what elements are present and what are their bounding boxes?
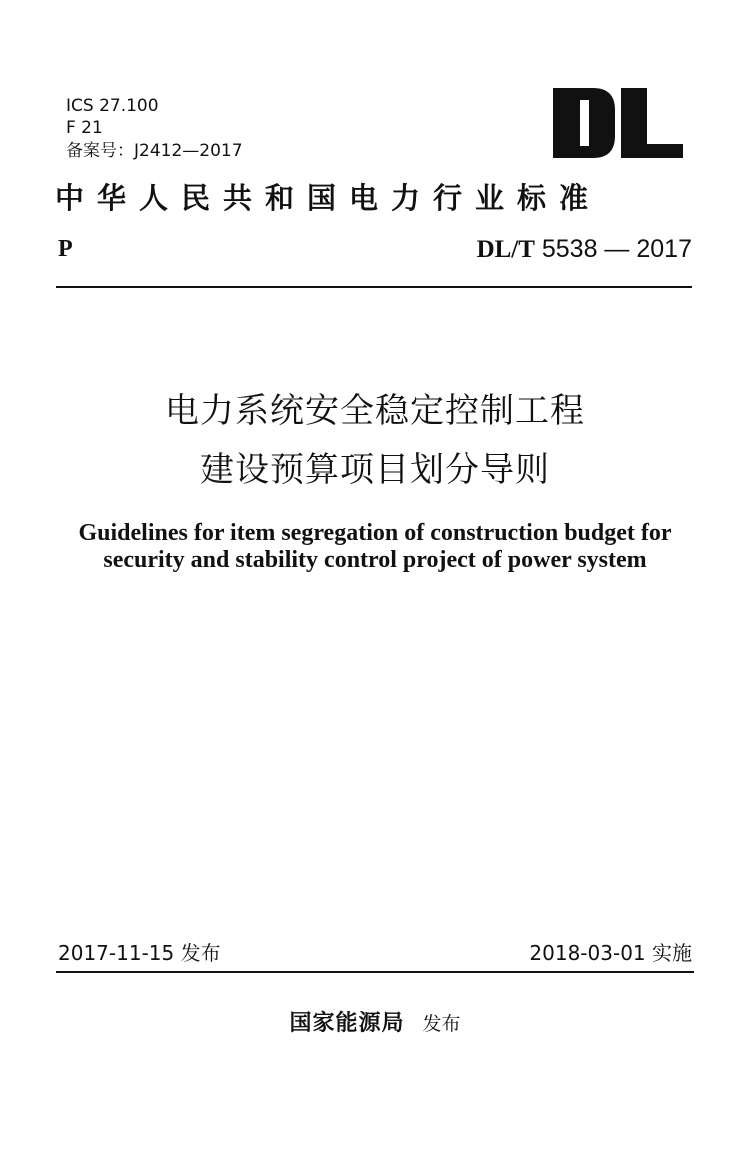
title-en-line-2: security and stability control project of power system [103, 547, 647, 573]
implementation-date: 2018-03-01 实施 [529, 941, 692, 965]
standard-number-prefix: DL/T [476, 236, 535, 263]
title-cn-line-2: 建设预算项目划分导则 [200, 450, 550, 490]
record-number: 备案号：J2412—2017 [66, 141, 243, 161]
header-divider [56, 286, 692, 288]
standard-number [477, 234, 692, 265]
footer-divider [56, 971, 694, 973]
publisher-name: 国家能源局 [289, 1010, 405, 1036]
ics-code: ICS 27.100 [66, 96, 159, 116]
dl-logo [553, 88, 683, 158]
publisher-action: 发布 [422, 1013, 461, 1035]
publisher [0, 1006, 750, 1042]
category-letter: P [58, 236, 73, 262]
standard-number-value: 5538 — 2017 [534, 235, 692, 263]
category-code: F 21 [66, 118, 103, 138]
industry-standard-heading: 中华人民共和国电力行业标准 [55, 181, 602, 215]
issue-date: 2017-11-15 发布 [58, 941, 221, 965]
title-en-line-1: Guidelines for item segregation of construction budget for [78, 520, 672, 546]
title-cn-line-1: 电力系统安全稳定控制工程 [165, 391, 585, 431]
